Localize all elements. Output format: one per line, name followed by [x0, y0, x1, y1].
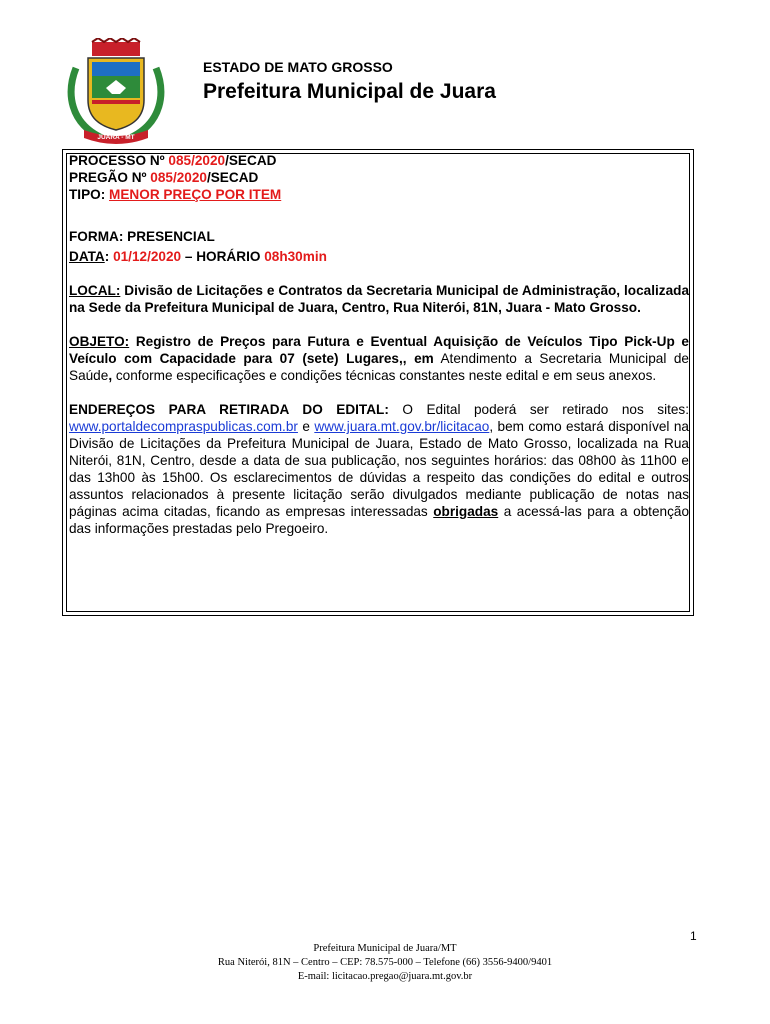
processo-suffix: /SECAD [225, 153, 277, 168]
forma-line: FORMA: PRESENCIAL [69, 229, 215, 244]
enderecos-label: ENDEREÇOS PARA RETIRADA DO EDITAL: [69, 402, 389, 417]
local-text: Divisão de Licitações e Contratos da Secretaria Municipal de Administração, localizada na Sede da Prefeitura Municipal de Juara, Centro, Rua Niterói, 81N, Juara - Mato Grosso. [69, 283, 689, 315]
tipo-line [69, 186, 689, 203]
crest-ribbon-text: JUARA - MT [97, 134, 135, 141]
tipo-label: TIPO: [69, 187, 110, 202]
data-date: 01/12/2020 [113, 249, 182, 264]
processo-line [69, 152, 689, 169]
page-number: 1 [690, 929, 697, 943]
obrigadas-emphasis: obrigadas [433, 504, 499, 519]
enderecos-text-1: O Edital poderá ser retirado nos sites: [388, 402, 689, 417]
enderecos-text-2: e [297, 419, 315, 434]
state-title: ESTADO DE MATO GROSSO [203, 59, 393, 75]
data-label: DATA [69, 249, 105, 264]
footer-line-1: Prefeitura Municipal de Juara/MT [313, 943, 457, 954]
data-colon: : [104, 249, 114, 264]
objeto-label: OBJETO: [69, 334, 130, 349]
tipo-value: MENOR PREÇO POR ITEM [109, 187, 282, 202]
footer [0, 942, 770, 984]
local-paragraph [69, 282, 689, 316]
processo-label: PROCESSO Nº [69, 153, 169, 168]
footer-line-2: Rua Niterói, 81N – Centro – CEP: 78.575-000 – Telefone (66) 3556-9400/9401 [217, 957, 553, 968]
objeto-text-1: Atendimento a Secretaria Municipal de Saúde [69, 351, 689, 383]
pregao-number: 085/2020 [150, 170, 207, 185]
juara-licitacao-link[interactable]: www.juara.mt.gov.br/licitacao [314, 419, 490, 434]
processo-number: 085/2020 [168, 153, 226, 168]
data-line [69, 248, 689, 265]
pregao-suffix: /SECAD [206, 170, 259, 185]
prefeitura-title: Prefeitura Municipal de Juara [203, 80, 496, 103]
data-horario: – HORÁRIO [181, 249, 265, 264]
notice-content [69, 152, 689, 537]
enderecos-text-4: a acessá-las para a obtenção das informações prestadas pelo Pregoeiro. [69, 504, 689, 536]
objeto-bold-text: Registro de Preços para Futura e Eventual Aquisição de Veículos Tipo Pick-Up e Veículo com Capacidade para 07 (sete) Lugares,, em [69, 334, 689, 366]
pregao-label: PREGÃO Nº [69, 170, 151, 185]
local-label: LOCAL: [69, 283, 121, 298]
objeto-text-2: conforme especificações e condições técnicas constantes neste edital e em seus anexos. [112, 368, 657, 383]
pregao-line [69, 169, 689, 186]
objeto-comma: , [108, 368, 113, 383]
juara-coat-of-arms-logo [62, 38, 170, 148]
objeto-paragraph [69, 333, 689, 384]
enderecos-paragraph [69, 401, 689, 537]
footer-line-3: E-mail: licitacao.pregao@juara.mt.gov.br [297, 971, 473, 982]
portal-compras-link[interactable]: www.portaldecompraspublicas.com.br [69, 419, 298, 434]
data-time: 08h30min [264, 249, 327, 264]
enderecos-text-3: , bem como estará disponível na Divisão de Licitações da Prefeitura Municipal de Juara, Estado de Mato Grosso, localizada na Rua Niterói, 81N, Centro, desde a data de sua publicação, nos seguintes horários: das 08h00 às 11h00 e das 13h00 às 15h00. Os esclarecimentos de dúvidas a respeito das condições do edital e outros assuntos relacionados à presente licitação serão divulgados mediante publicação de notas nas páginas acima citadas, ficando as empresas interessadas [69, 419, 689, 519]
